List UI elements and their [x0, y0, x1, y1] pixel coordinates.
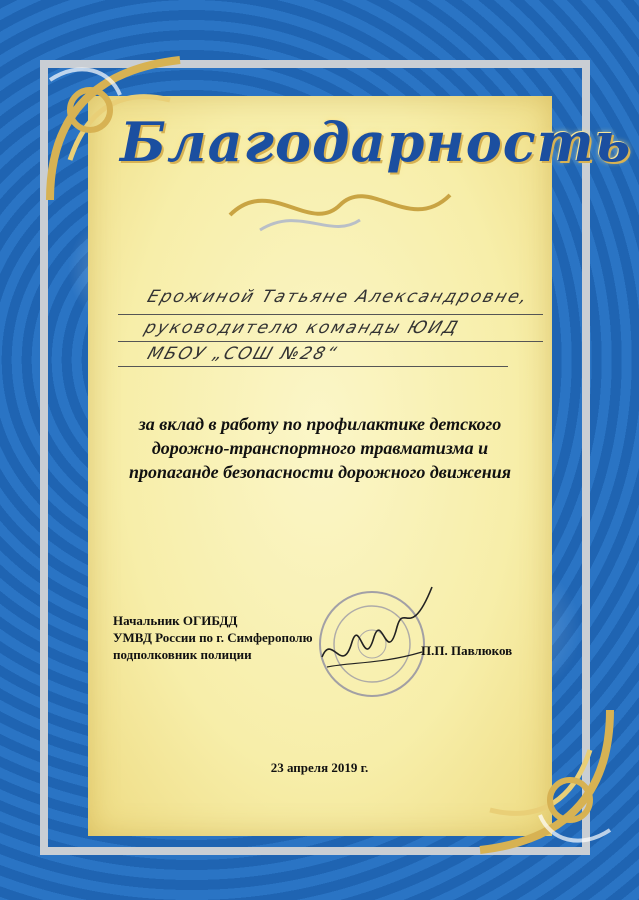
signatory-name: П.П. Павлюков — [421, 643, 513, 658]
recipient-underline-3 — [118, 366, 508, 367]
recipient-line-3: МБОУ „СОШ №28“ — [144, 344, 341, 364]
certificate-date: 23 апреля 2019 г. — [270, 760, 369, 775]
signatory-position — [113, 612, 313, 663]
ornament-bottom-right — [450, 690, 630, 870]
recipient-underline-2 — [118, 341, 543, 342]
recipient-line-1: Ерожиной Татьяне Александровне, — [144, 287, 532, 307]
certificate-title: Благодарность — [120, 110, 632, 174]
signatory-position-line-3: подполковник полиции — [113, 647, 252, 662]
title-swirl-ornament — [220, 175, 460, 245]
signatory-position-line-2: УМВД России по г. Симферополю — [113, 630, 313, 645]
recipient-line-2: руководителю команды ЮИД — [141, 318, 462, 338]
signatory-position-line-1: Начальник ОГИБДД — [113, 613, 238, 628]
gratitude-reason: за вклад в работу по профилактике детского дорожно-транспортного травматизма и пропаганде безопасности дорожного движения — [129, 414, 511, 482]
recipient-underline-1 — [118, 314, 543, 315]
